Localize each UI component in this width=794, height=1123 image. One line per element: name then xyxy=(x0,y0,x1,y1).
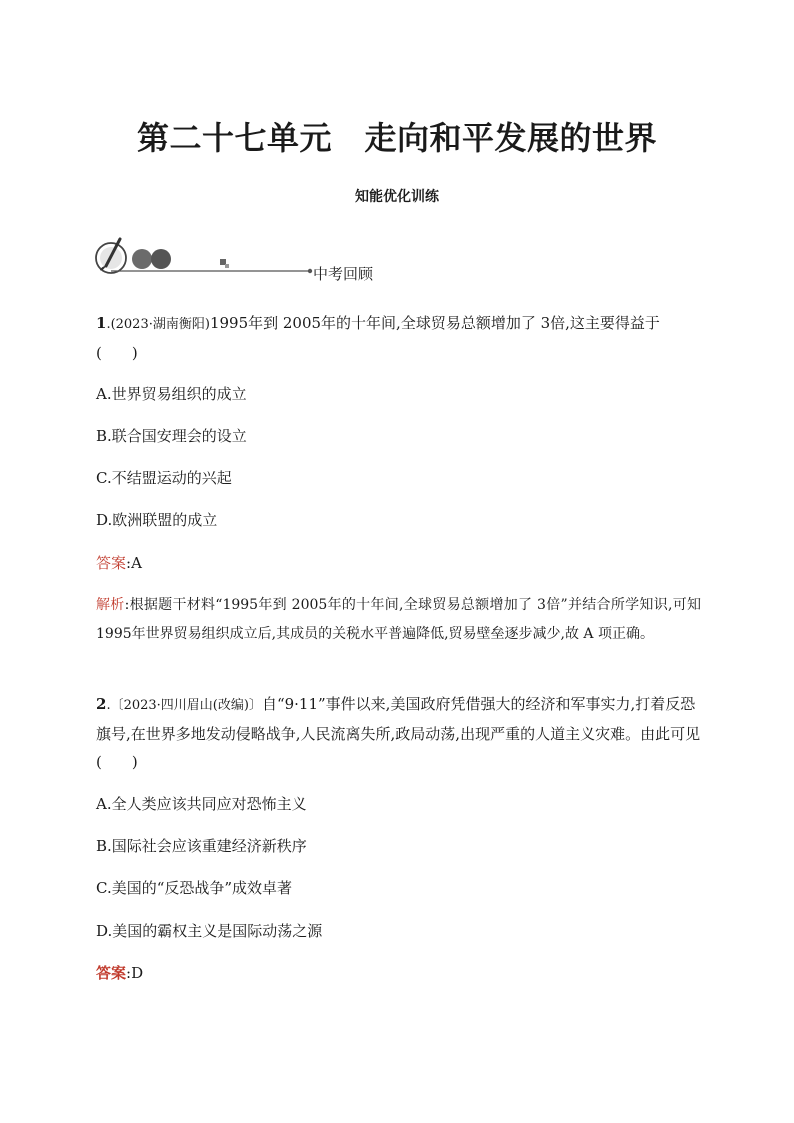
option-a: A.世界贸易组织的成立 xyxy=(96,385,247,403)
question-source: .〔2023·四川眉山(改编)〕 xyxy=(106,698,262,713)
small-squares-icon xyxy=(220,259,229,268)
explanation-text: :根据题干材料“1995年到 2005年的十年间,全球贸易总额增加了 3倍”并结合所学知识,可知 1995年世界贸易组织成立后,其成员的关税水平普遍降低,贸易壁垒逐步减少,故 A 项正确。 xyxy=(96,597,702,642)
answer-value: :D xyxy=(126,964,144,982)
option-b: B.联合国安理会的设立 xyxy=(96,427,247,445)
option-b: B.国际社会应该重建经济新秩序 xyxy=(96,837,307,855)
explanation-label: 解析 xyxy=(96,597,125,613)
page-subtitle: 知能优化训练 xyxy=(355,189,439,205)
question-1 xyxy=(96,309,706,367)
answer-line xyxy=(96,962,143,984)
option-c: C.不结盟运动的兴起 xyxy=(96,469,232,487)
question-number: 1 xyxy=(96,314,107,332)
brush-circle-icon xyxy=(96,239,126,273)
section-label: 中考回顾 xyxy=(313,265,374,283)
option-c: C.美国的“反恐战争”成效卓著 xyxy=(96,879,293,897)
answer-label: 答案 xyxy=(96,554,127,572)
page-title: 第二十七单元 走向和平发展的世界 xyxy=(136,119,657,157)
answer-value: :A xyxy=(126,554,142,572)
answer-label: 答案 xyxy=(96,964,127,982)
question-stem: 自“9·11”事件以来,美国政府凭借强大的经济和军事实力,打着反恐旗号,在世界多地发动侵略战争,人民流离失所,政局动荡,出现严重的人道主义灾难。由此可见( ) xyxy=(96,695,701,771)
question-2 xyxy=(96,690,706,776)
double-dot-icon xyxy=(132,249,171,269)
question-source: .(2023·湖南衡阳) xyxy=(106,317,210,332)
answer-line xyxy=(96,552,142,574)
question-number: 2 xyxy=(96,695,107,713)
question-stem: 1995年到 2005年的十年间,全球贸易总额增加了 3倍,这主要得益于 xyxy=(209,314,660,332)
option-a: A.全人类应该共同应对恐怖主义 xyxy=(96,795,307,813)
explanation xyxy=(96,591,701,649)
answer-paren: ( ) xyxy=(96,344,138,362)
option-d: D.美国的霸权主义是国际动荡之源 xyxy=(96,922,323,940)
option-d: D.欧洲联盟的成立 xyxy=(96,511,218,529)
